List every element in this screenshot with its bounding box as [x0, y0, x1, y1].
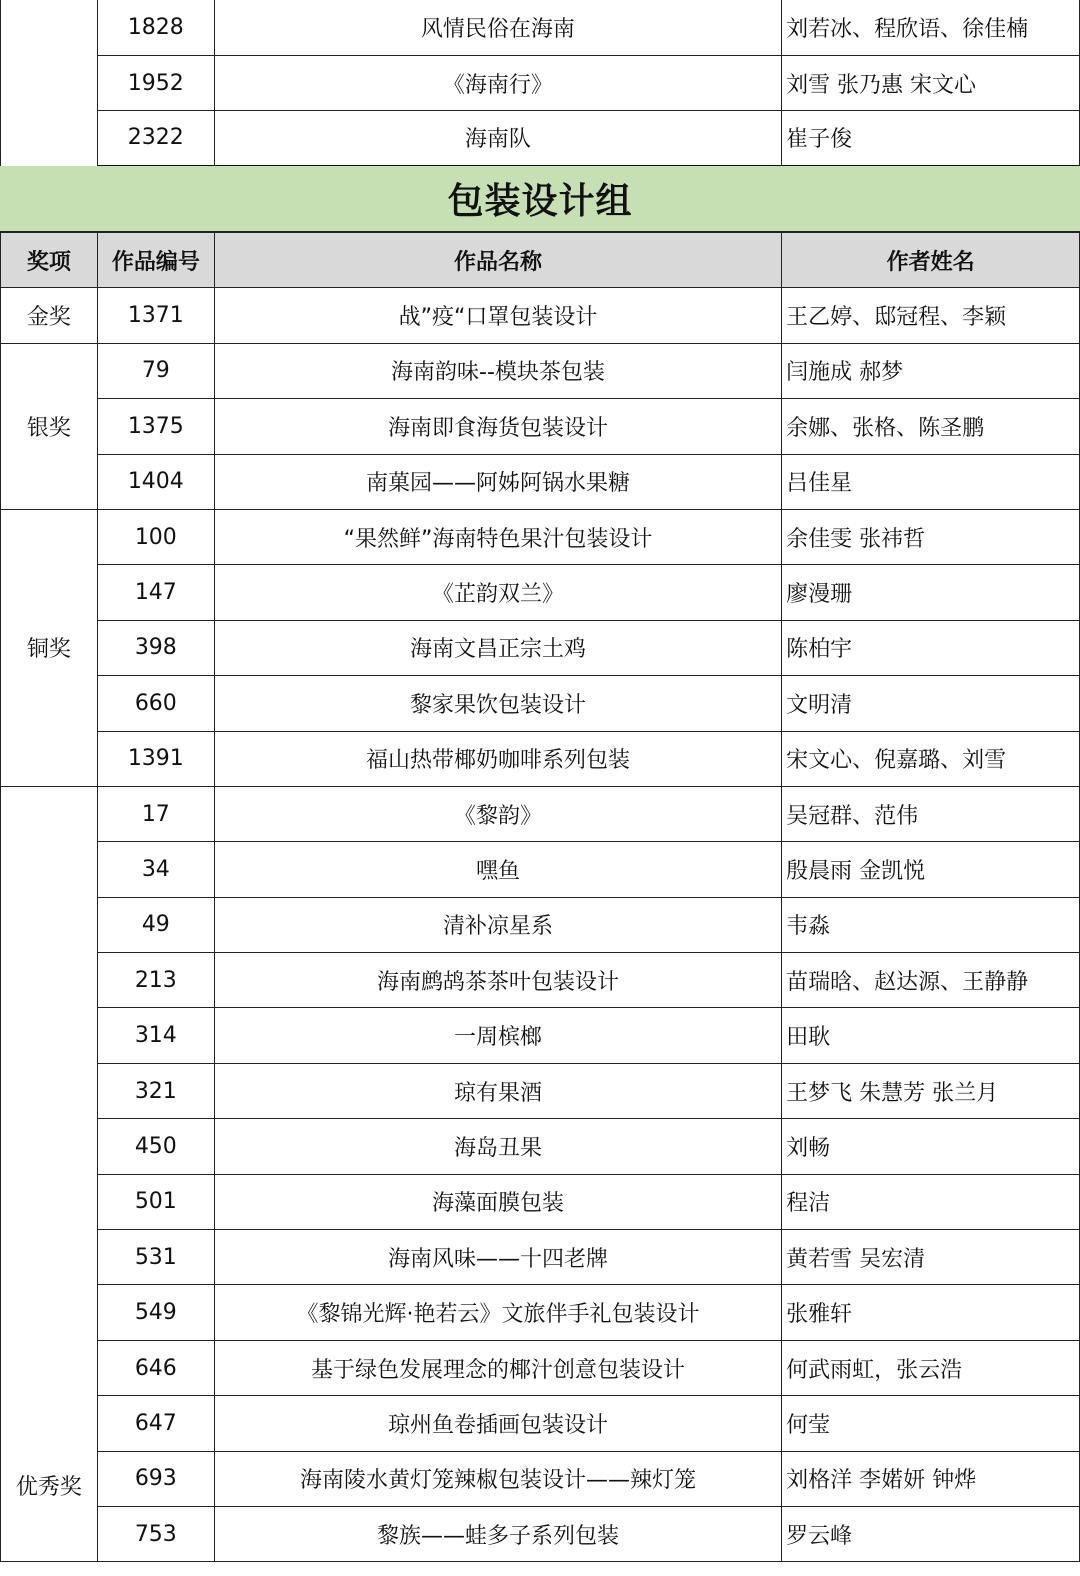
work-title-cell: 琼有果酒	[214, 1063, 781, 1118]
work-title-cell: 海岛丑果	[214, 1119, 781, 1174]
work-id-cell: 100	[97, 509, 214, 564]
table-row	[1, 1008, 1080, 1063]
table-row	[1, 620, 1080, 675]
work-title-cell: 黎家果饮包装设计	[214, 676, 781, 731]
work-title-cell: 海南队	[214, 111, 781, 166]
work-id-cell: 1404	[97, 454, 214, 509]
work-title-cell: 福山热带椰奶咖啡系列包装	[214, 731, 781, 786]
author-names-cell: 吴冠群、范伟	[782, 786, 1080, 841]
work-title-cell: 海南风味——十四老牌	[214, 1230, 781, 1285]
work-title-cell: 海南鹧鸪茶茶叶包装设计	[214, 953, 781, 1008]
table-row	[1, 565, 1080, 620]
work-id-cell: 1828	[97, 0, 214, 55]
author-names-cell: 何莹	[782, 1396, 1080, 1451]
header-title: 作品名称	[214, 233, 781, 288]
author-names-cell: 余佳雯 张祎哲	[782, 509, 1080, 564]
author-names-cell: 殷晨雨 金凯悦	[782, 842, 1080, 897]
award-cell-continued	[1, 0, 98, 166]
table-row	[1, 897, 1080, 952]
packaging-design-table	[0, 232, 1080, 1562]
table-row	[1, 786, 1080, 841]
work-title-cell: 琼州鱼卷插画包装设计	[214, 1396, 781, 1451]
header-id: 作品编号	[97, 233, 214, 288]
author-names-cell: 刘若冰、程欣语、徐佳楠	[782, 0, 1080, 55]
work-id-cell: 1391	[97, 731, 214, 786]
table-row	[1, 1174, 1080, 1229]
work-title-cell: 战”疫“口罩包装设计	[214, 288, 781, 343]
table-row	[1, 1396, 1080, 1451]
work-id-cell: 1952	[97, 55, 214, 110]
author-names-cell: 黄若雪 吴宏清	[782, 1230, 1080, 1285]
table-row	[1, 509, 1080, 564]
work-title-cell: 黎族——蛙多子系列包装	[214, 1506, 781, 1561]
work-title-cell: 风情民俗在海南	[214, 0, 781, 55]
work-id-cell: 753	[97, 1506, 214, 1561]
work-id-cell: 314	[97, 1008, 214, 1063]
work-id-cell: 450	[97, 1119, 214, 1174]
table-row	[1, 1230, 1080, 1285]
work-title-cell: 海南文昌正宗土鸡	[214, 620, 781, 675]
author-names-cell: 王梦飞 朱慧芳 张兰月	[782, 1063, 1080, 1118]
table-row	[1, 1451, 1080, 1506]
author-names-cell: 吕佳星	[782, 454, 1080, 509]
table-row	[1, 953, 1080, 1008]
author-names-cell: 余娜、张格、陈圣鹏	[782, 399, 1080, 454]
author-names-cell: 崔子俊	[782, 111, 1080, 166]
table-row	[1, 0, 1080, 55]
table-row	[1, 731, 1080, 786]
table-row	[1, 343, 1080, 398]
work-title-cell: 海南韵味--模块茶包装	[214, 343, 781, 398]
author-names-cell: 刘格洋 李婼妍 钟烨	[782, 1451, 1080, 1506]
author-names-cell: 张雅轩	[782, 1285, 1080, 1340]
work-id-cell: 1375	[97, 399, 214, 454]
table-row	[1, 842, 1080, 897]
work-id-cell: 147	[97, 565, 214, 620]
work-title-cell: “果然鲜”海南特色果汁包装设计	[214, 509, 781, 564]
author-names-cell: 何武雨虹，张云浩	[782, 1340, 1080, 1395]
header-award: 奖项	[1, 233, 98, 288]
work-title-cell: 《海南行》	[214, 55, 781, 110]
table-row	[1, 676, 1080, 731]
author-names-cell: 程洁	[782, 1174, 1080, 1229]
author-names-cell: 王乙婷、邸冠程、李颖	[782, 288, 1080, 343]
work-title-cell: 《黎锦光辉·艳若云》文旅伴手礼包装设计	[214, 1285, 781, 1340]
table-header-row	[1, 233, 1080, 288]
work-id-cell: 646	[97, 1340, 214, 1395]
work-id-cell: 17	[97, 786, 214, 841]
table-row	[1, 111, 1080, 166]
table-row	[1, 454, 1080, 509]
table-row	[1, 399, 1080, 454]
author-names-cell: 罗云峰	[782, 1506, 1080, 1561]
work-id-cell: 79	[97, 343, 214, 398]
work-title-cell: 南菓园——阿姊阿锅水果糖	[214, 454, 781, 509]
work-title-cell: 海南陵水黄灯笼辣椒包装设计——辣灯笼	[214, 1451, 781, 1506]
author-names-cell: 廖漫珊	[782, 565, 1080, 620]
table-row	[1, 288, 1080, 343]
work-id-cell: 34	[97, 842, 214, 897]
work-title-cell: 《芷韵双兰》	[214, 565, 781, 620]
author-names-cell: 苗瑞晗、赵达源、王静静	[782, 953, 1080, 1008]
author-names-cell: 刘畅	[782, 1119, 1080, 1174]
work-id-cell: 693	[97, 1451, 214, 1506]
table-row	[1, 1285, 1080, 1340]
author-names-cell: 陈柏宇	[782, 620, 1080, 675]
section-title: 包装设计组	[0, 166, 1080, 232]
table-row	[1, 55, 1080, 110]
work-title-cell: 清补凉星系	[214, 897, 781, 952]
work-title-cell: 海藻面膜包装	[214, 1174, 781, 1229]
work-id-cell: 213	[97, 953, 214, 1008]
work-id-cell: 501	[97, 1174, 214, 1229]
work-id-cell: 660	[97, 676, 214, 731]
work-id-cell: 49	[97, 897, 214, 952]
author-names-cell: 宋文心、倪嘉璐、刘雪	[782, 731, 1080, 786]
author-names-cell: 刘雪 张乃惠 宋文心	[782, 55, 1080, 110]
author-names-cell: 文明清	[782, 676, 1080, 731]
award-cell: 银奖	[1, 343, 98, 509]
work-id-cell: 531	[97, 1230, 214, 1285]
work-title-cell: 嘿鱼	[214, 842, 781, 897]
work-title-cell: 《黎韵》	[214, 786, 781, 841]
table-row	[1, 1506, 1080, 1561]
work-title-cell: 一周槟榔	[214, 1008, 781, 1063]
work-id-cell: 398	[97, 620, 214, 675]
work-id-cell: 2322	[97, 111, 214, 166]
author-names-cell: 田耿	[782, 1008, 1080, 1063]
table-row	[1, 1063, 1080, 1118]
table-row	[1, 1340, 1080, 1395]
award-cell: 金奖	[1, 288, 98, 343]
author-names-cell: 韦淼	[782, 897, 1080, 952]
work-title-cell: 基于绿色发展理念的椰汁创意包装设计	[214, 1340, 781, 1395]
work-id-cell: 549	[97, 1285, 214, 1340]
work-title-cell: 海南即食海货包装设计	[214, 399, 781, 454]
previous-section-table	[0, 0, 1080, 168]
author-names-cell: 闫施成 郝梦	[782, 343, 1080, 398]
work-id-cell: 1371	[97, 288, 214, 343]
award-cell: 优秀奖	[1, 786, 98, 1561]
header-authors: 作者姓名	[782, 233, 1080, 288]
award-cell: 铜奖	[1, 509, 98, 786]
table-row	[1, 1119, 1080, 1174]
work-id-cell: 321	[97, 1063, 214, 1118]
work-id-cell: 647	[97, 1396, 214, 1451]
